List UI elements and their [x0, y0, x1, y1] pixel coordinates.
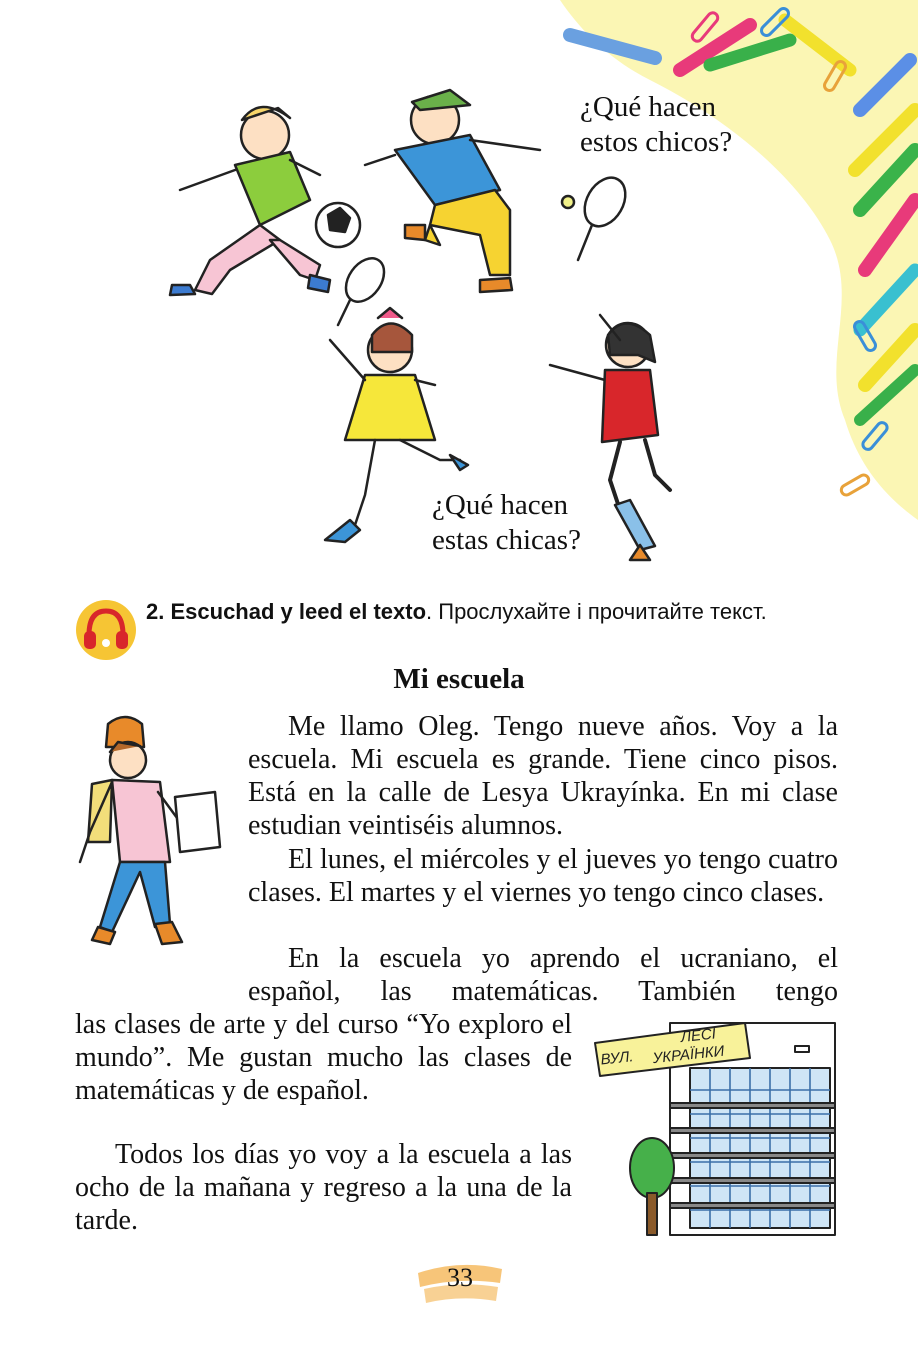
boy-with-backpack-illustration: [70, 712, 230, 977]
text-title: Mi escuela: [393, 663, 525, 695]
street-sign-prefix: ВУЛ.: [599, 1048, 635, 1069]
question-boys-line-1: ¿Qué hacen: [580, 91, 717, 123]
paragraph-5: Todos los días yo voy a la escuela a las ocho de la mañana y regreso a la una de la tarde.: [75, 1139, 572, 1236]
street-sign-line-1: ЛЕСІ: [679, 1025, 717, 1047]
instruction-spanish: Escuchad y leed el texto: [170, 599, 427, 624]
page-number-badge: [414, 1253, 506, 1311]
instruction-ukrainian: . Прослухайте і прочитайте текст.: [426, 599, 767, 624]
exercise-instruction: [146, 597, 846, 626]
paragraph-4: las clases de arte y del curso “Yo exploro el mundo”. Me gustan mucho las clases de matemáticas y de español.: [75, 1009, 572, 1106]
question-girls-line-1: ¿Qué hacen: [432, 489, 569, 521]
paragraph-3: En la escuela yo aprendo el ucraniano, el español, las matemáticas. También tengo: [248, 943, 838, 1007]
question-boys-line-2: estos chicos?: [580, 126, 733, 158]
headphones-icon[interactable]: [75, 599, 137, 661]
paragraph-1: Me llamo Oleg. Tengo nueve años. Voy a la escuela. Mi escuela es grande. Tiene cinco pisos. Está en la calle de Lesya Ukrayínka. En mi clase estudian veintiséis alumnos.: [248, 711, 838, 841]
exercise-number: 2.: [146, 599, 165, 624]
page-number: 33: [447, 1263, 473, 1292]
question-boys: [580, 90, 732, 160]
question-girls: [432, 488, 581, 558]
question-girls-line-2: estas chicas?: [432, 524, 581, 556]
street-sign-line-2: УКРАЇНКИ: [651, 1042, 726, 1068]
paragraph-2: El lunes, el miércoles y el jueves yo tengo cuatro clases. El martes y el viernes yo tengo cinco clases.: [248, 844, 838, 908]
